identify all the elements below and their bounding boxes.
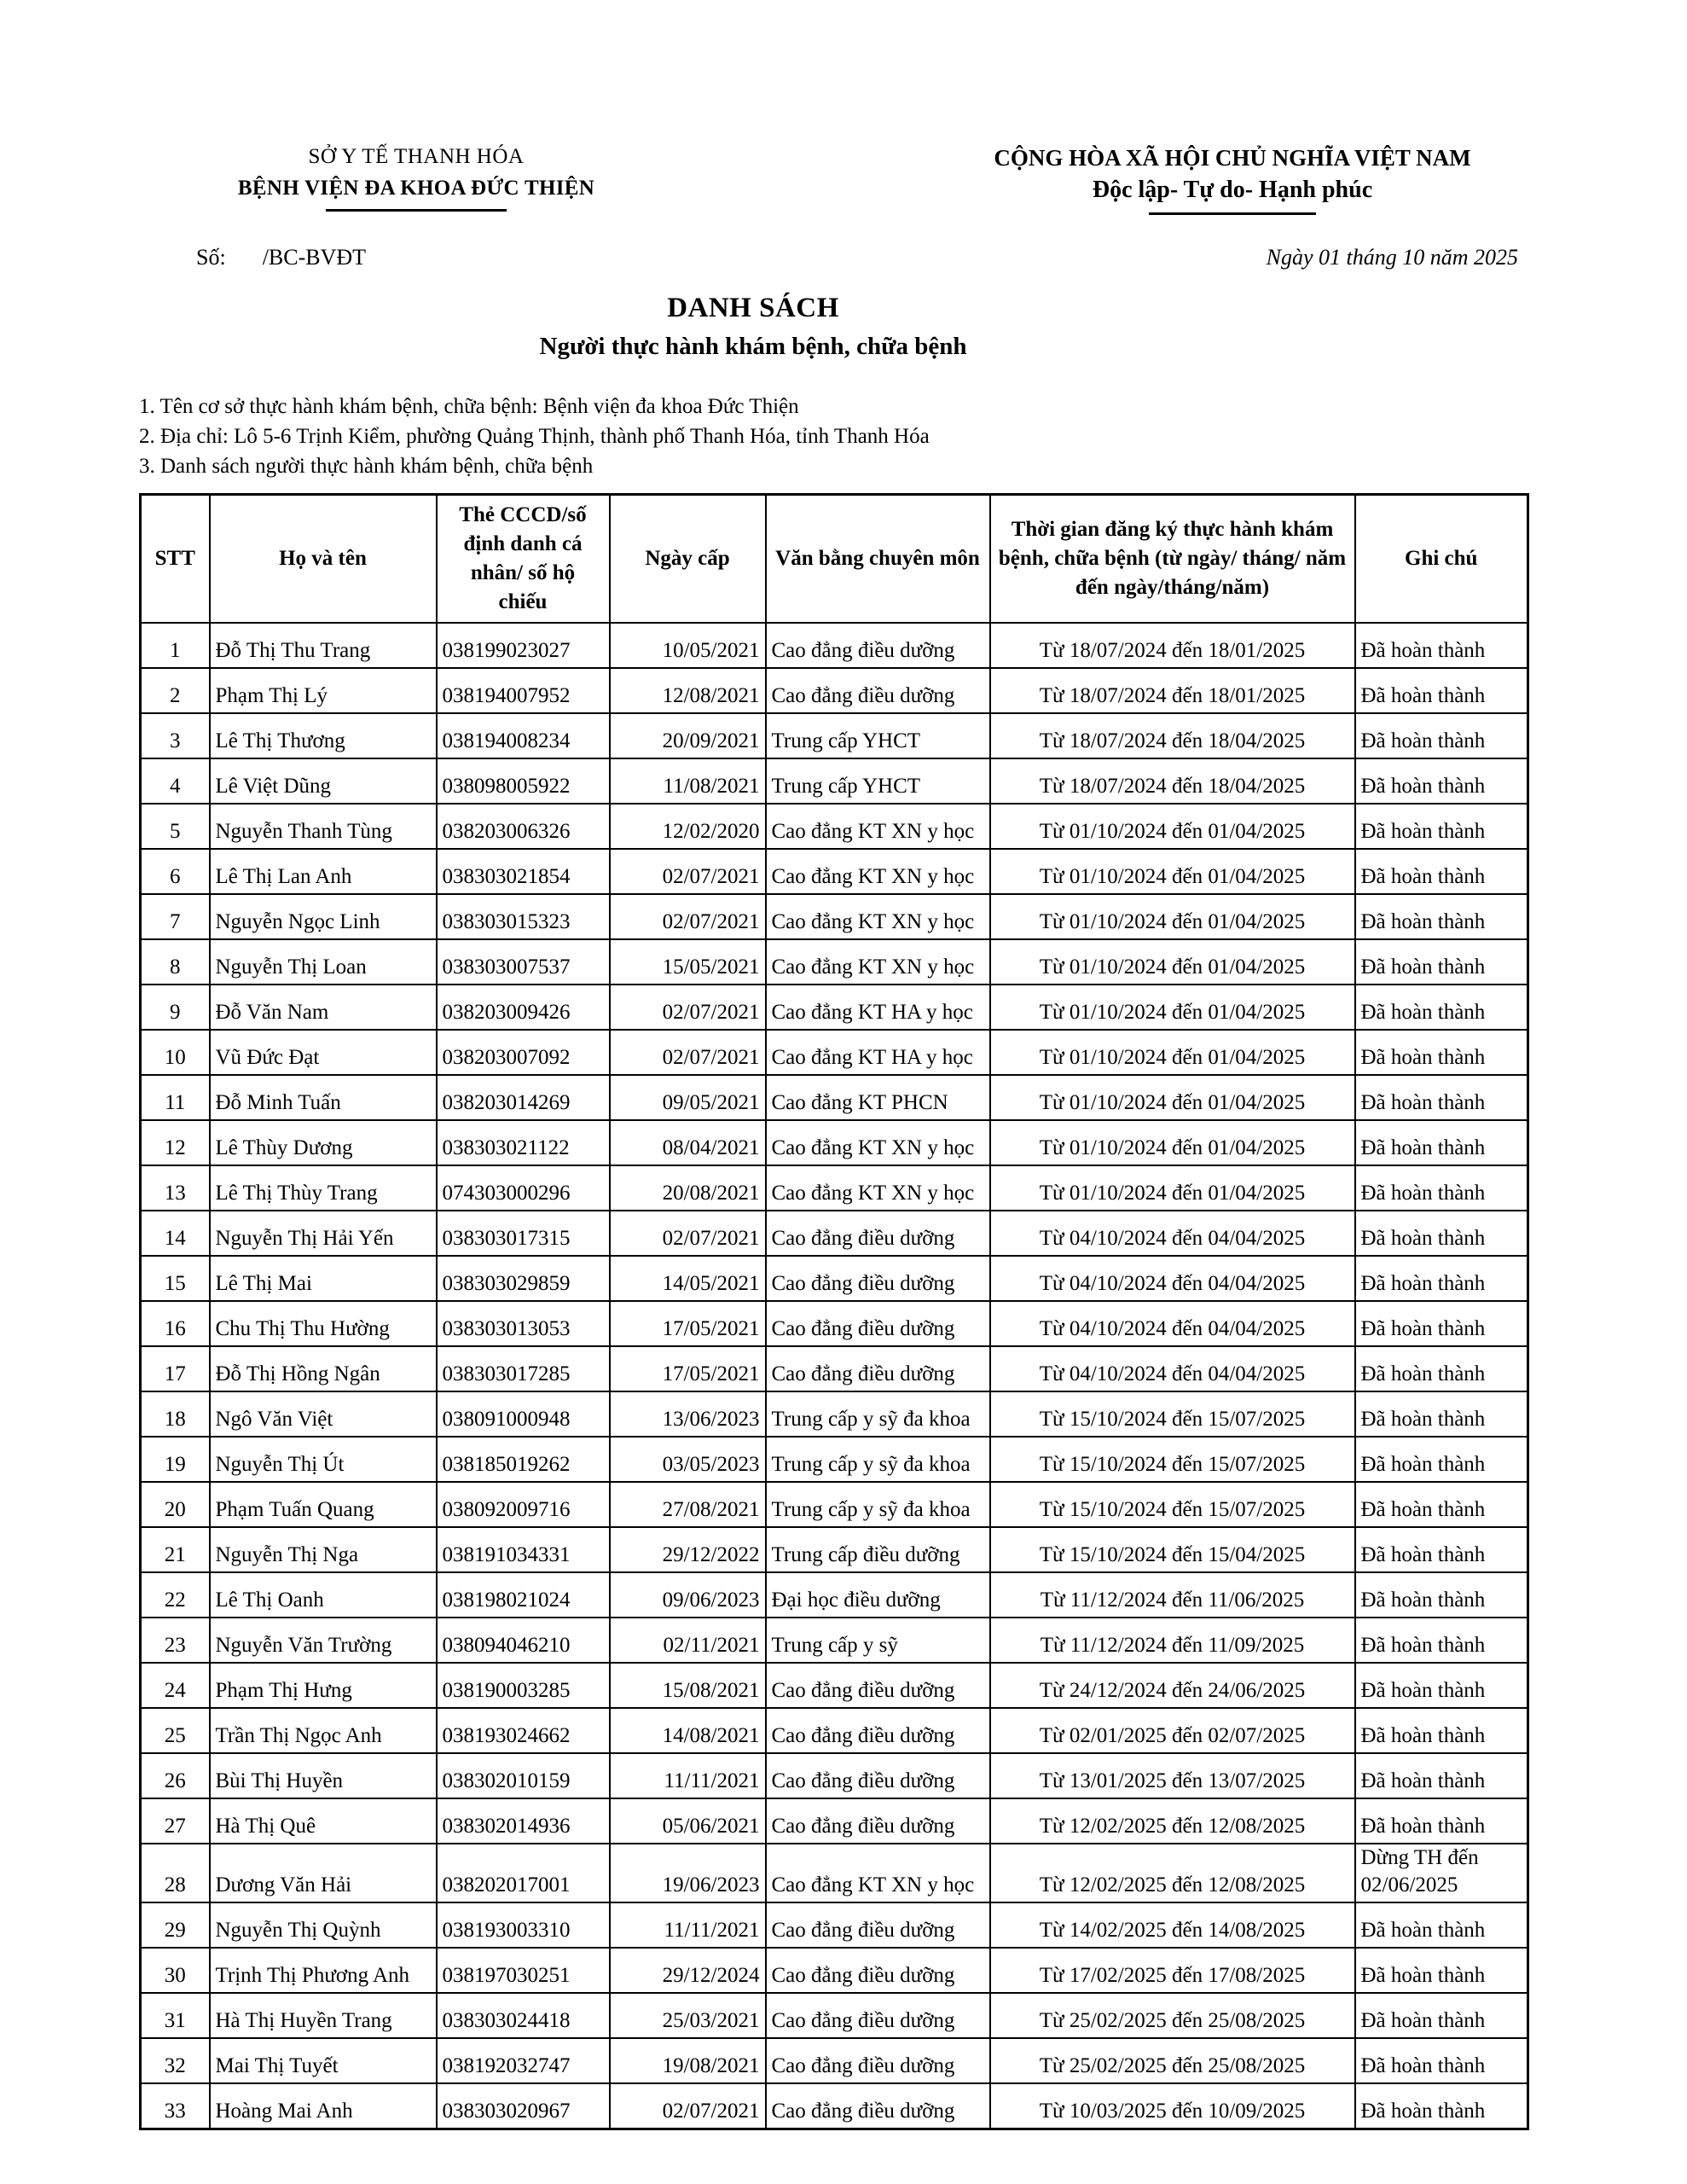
- cell-stt: 14: [141, 1211, 210, 1256]
- cell-degree: Cao đẳng KT HA y học: [766, 1030, 990, 1075]
- cell-note: Đã hoàn thành: [1355, 804, 1528, 849]
- cell-cccd: 038193024662: [437, 1708, 610, 1753]
- cell-stt: 5: [141, 804, 210, 849]
- cell-cccd: 038199023027: [437, 623, 610, 668]
- cell-degree: Đại học điều dưỡng: [766, 1572, 990, 1618]
- cell-name: Hà Thị Huyền Trang: [210, 1993, 437, 2038]
- cell-degree: Cao đẳng điều dưỡng: [766, 1948, 990, 1993]
- cell-issue-date: 11/08/2021: [610, 758, 766, 804]
- cell-cccd: 038303017285: [437, 1346, 610, 1391]
- issuer-underline: [326, 209, 507, 212]
- document-number-label: Số:: [196, 245, 226, 270]
- cell-period: Từ 11/12/2024 đến 11/09/2025: [990, 1618, 1355, 1663]
- cell-issue-date: 27/08/2021: [610, 1482, 766, 1527]
- cell-note: Đã hoàn thành: [1355, 2038, 1528, 2083]
- cell-name: Hà Thị Quê: [210, 1798, 437, 1844]
- cell-name: Đỗ Thị Hồng Ngân: [210, 1346, 437, 1391]
- cell-period: Từ 01/10/2024 đến 01/04/2025: [990, 1030, 1355, 1075]
- cell-note: Đã hoàn thành: [1355, 1663, 1528, 1708]
- table-row: [141, 1256, 1528, 1301]
- cell-note: Đã hoàn thành: [1355, 1572, 1528, 1618]
- cell-note: Đã hoàn thành: [1355, 1527, 1528, 1572]
- cell-note: Đã hoàn thành: [1355, 1708, 1528, 1753]
- cell-name: Phạm Tuấn Quang: [210, 1482, 437, 1527]
- page-subtitle: Người thực hành khám bệnh, chữa bệnh: [539, 333, 967, 360]
- table-row: [141, 1075, 1528, 1120]
- cell-name: Chu Thị Thu Hường: [210, 1301, 437, 1346]
- cell-cccd: 038194007952: [437, 668, 610, 713]
- cell-stt: 23: [141, 1618, 210, 1663]
- cell-note: Đã hoàn thành: [1355, 1165, 1528, 1211]
- cell-name: Nguyễn Thị Út: [210, 1437, 437, 1482]
- cell-period: Từ 01/10/2024 đến 01/04/2025: [990, 985, 1355, 1030]
- cell-degree: Trung cấp y sỹ: [766, 1618, 990, 1663]
- title-block: [139, 293, 1367, 361]
- cell-note: Đã hoàn thành: [1355, 1030, 1528, 1075]
- cell-issue-date: 08/04/2021: [610, 1120, 766, 1165]
- cell-name: Trần Thị Ngọc Anh: [210, 1708, 437, 1753]
- table-row: [141, 1708, 1528, 1753]
- table-row: [141, 758, 1528, 804]
- cell-degree: Cao đẳng điều dưỡng: [766, 668, 990, 713]
- cell-cccd: 038094046210: [437, 1618, 610, 1663]
- cell-period: Từ 11/12/2024 đến 11/06/2025: [990, 1572, 1355, 1618]
- cell-issue-date: 29/12/2024: [610, 1948, 766, 1993]
- cell-cccd: 038098005922: [437, 758, 610, 804]
- table-row: [141, 1437, 1528, 1482]
- cell-stt: 21: [141, 1527, 210, 1572]
- table-row: [141, 2083, 1528, 2129]
- cell-degree: Cao đẳng KT PHCN: [766, 1075, 990, 1120]
- cell-cccd: 038302010159: [437, 1753, 610, 1798]
- cell-name: Ngô Văn Việt: [210, 1391, 437, 1437]
- cell-note: Đã hoàn thành: [1355, 1437, 1528, 1482]
- cell-name: Mai Thị Tuyết: [210, 2038, 437, 2083]
- cell-issue-date: 10/05/2021: [610, 623, 766, 668]
- cell-degree: Cao đẳng điều dưỡng: [766, 1902, 990, 1948]
- cell-issue-date: 17/05/2021: [610, 1346, 766, 1391]
- cell-cccd: 038203014269: [437, 1075, 610, 1120]
- table-row: [141, 2038, 1528, 2083]
- cell-issue-date: 15/08/2021: [610, 1663, 766, 1708]
- cell-issue-date: 02/07/2021: [610, 1211, 766, 1256]
- cell-issue-date: 19/06/2023: [610, 1844, 766, 1902]
- table-row: [141, 1948, 1528, 1993]
- cell-degree: Cao đẳng điều dưỡng: [766, 1798, 990, 1844]
- cell-issue-date: 02/07/2021: [610, 894, 766, 939]
- cell-name: Phạm Thị Hưng: [210, 1663, 437, 1708]
- document-number-row: [139, 245, 1527, 270]
- cell-issue-date: 05/06/2021: [610, 1798, 766, 1844]
- cell-note: Đã hoàn thành: [1355, 1391, 1528, 1437]
- intro-item-1: 1. Tên cơ sở thực hành khám bệnh, chữa bệnh: Bệnh viện đa khoa Đức Thiện: [139, 395, 799, 418]
- col-header-cccd: Thẻ CCCD/số định danh cá nhân/ số hộ chiếu: [437, 495, 610, 624]
- cell-note: Đã hoàn thành: [1355, 1256, 1528, 1301]
- cell-period: Từ 01/10/2024 đến 01/04/2025: [990, 849, 1355, 894]
- cell-period: Từ 04/10/2024 đến 04/04/2025: [990, 1256, 1355, 1301]
- cell-cccd: 038303029859: [437, 1256, 610, 1301]
- table-row: [141, 1798, 1528, 1844]
- col-header-note: Ghi chú: [1355, 495, 1528, 624]
- table-row: [141, 1572, 1528, 1618]
- cell-cccd: 038303020967: [437, 2083, 610, 2129]
- cell-degree: Cao đẳng điều dưỡng: [766, 2083, 990, 2129]
- cell-note: Đã hoàn thành: [1355, 849, 1528, 894]
- practitioners-table: [139, 493, 1529, 2130]
- col-header-degree: Văn bằng chuyên môn: [766, 495, 990, 624]
- cell-cccd: 038203009426: [437, 985, 610, 1030]
- cell-cccd: 038197030251: [437, 1948, 610, 1993]
- cell-issue-date: 29/12/2022: [610, 1527, 766, 1572]
- cell-period: Từ 15/10/2024 đến 15/07/2025: [990, 1437, 1355, 1482]
- cell-cccd: 038185019262: [437, 1437, 610, 1482]
- cell-degree: Cao đẳng điều dưỡng: [766, 623, 990, 668]
- cell-issue-date: 12/08/2021: [610, 668, 766, 713]
- cell-note: Đã hoàn thành: [1355, 623, 1528, 668]
- cell-note: Đã hoàn thành: [1355, 894, 1528, 939]
- cell-degree: Trung cấp y sỹ đa khoa: [766, 1482, 990, 1527]
- cell-note: Đã hoàn thành: [1355, 1902, 1528, 1948]
- col-header-stt: STT: [141, 495, 210, 624]
- table-row: [141, 1902, 1528, 1948]
- cell-stt: 27: [141, 1798, 210, 1844]
- cell-name: Nguyễn Thị Loan: [210, 939, 437, 985]
- cell-stt: 10: [141, 1030, 210, 1075]
- cell-degree: Cao đẳng KT XN y học: [766, 1120, 990, 1165]
- cell-degree: Cao đẳng KT XN y học: [766, 849, 990, 894]
- cell-cccd: 038303013053: [437, 1301, 610, 1346]
- cell-note: Đã hoàn thành: [1355, 1301, 1528, 1346]
- cell-period: Từ 14/02/2025 đến 14/08/2025: [990, 1902, 1355, 1948]
- table-row: [141, 1844, 1528, 1902]
- cell-issue-date: 14/05/2021: [610, 1256, 766, 1301]
- table-row: [141, 1165, 1528, 1211]
- cell-degree: Trung cấp YHCT: [766, 713, 990, 758]
- cell-stt: 15: [141, 1256, 210, 1301]
- cell-name: Lê Thị Thương: [210, 713, 437, 758]
- table-row: [141, 894, 1528, 939]
- cell-period: Từ 17/02/2025 đến 17/08/2025: [990, 1948, 1355, 1993]
- cell-cccd: 038191034331: [437, 1527, 610, 1572]
- cell-degree: Cao đẳng KT XN y học: [766, 1844, 990, 1902]
- cell-name: Lê Thị Oanh: [210, 1572, 437, 1618]
- cell-name: Nguyễn Thị Hải Yến: [210, 1211, 437, 1256]
- cell-note: Đã hoàn thành: [1355, 1618, 1528, 1663]
- national-title: CỘNG HÒA XÃ HỘI CHỦ NGHĨA VIỆT NAM: [994, 145, 1471, 171]
- cell-issue-date: 15/05/2021: [610, 939, 766, 985]
- cell-cccd: 038091000948: [437, 1391, 610, 1437]
- table-row: [141, 985, 1528, 1030]
- cell-degree: Cao đẳng điều dưỡng: [766, 2038, 990, 2083]
- cell-stt: 11: [141, 1075, 210, 1120]
- table-row: [141, 1618, 1528, 1663]
- cell-period: Từ 12/02/2025 đến 12/08/2025: [990, 1844, 1355, 1902]
- cell-stt: 22: [141, 1572, 210, 1618]
- cell-issue-date: 02/07/2021: [610, 985, 766, 1030]
- national-header: [139, 145, 1527, 219]
- cell-period: Từ 04/10/2024 đến 04/04/2025: [990, 1301, 1355, 1346]
- cell-period: Từ 13/01/2025 đến 13/07/2025: [990, 1753, 1355, 1798]
- cell-period: Từ 12/02/2025 đến 12/08/2025: [990, 1798, 1355, 1844]
- table-row: [141, 1527, 1528, 1572]
- cell-name: Vũ Đức Đạt: [210, 1030, 437, 1075]
- cell-period: Từ 01/10/2024 đến 01/04/2025: [990, 939, 1355, 985]
- cell-period: Từ 01/10/2024 đến 01/04/2025: [990, 1075, 1355, 1120]
- cell-note: Đã hoàn thành: [1355, 1798, 1528, 1844]
- cell-period: Từ 01/10/2024 đến 01/04/2025: [990, 804, 1355, 849]
- col-header-name: Họ và tên: [210, 495, 437, 624]
- cell-period: Từ 04/10/2024 đến 04/04/2025: [990, 1211, 1355, 1256]
- cell-name: Lê Thị Thùy Trang: [210, 1165, 437, 1211]
- cell-degree: Trung cấp YHCT: [766, 758, 990, 804]
- cell-stt: 4: [141, 758, 210, 804]
- cell-period: Từ 02/01/2025 đến 02/07/2025: [990, 1708, 1355, 1753]
- cell-period: Từ 18/07/2024 đến 18/01/2025: [990, 668, 1355, 713]
- cell-stt: 8: [141, 939, 210, 985]
- cell-period: Từ 15/10/2024 đến 15/07/2025: [990, 1482, 1355, 1527]
- cell-stt: 9: [141, 985, 210, 1030]
- table-row: [141, 713, 1528, 758]
- cell-stt: 20: [141, 1482, 210, 1527]
- cell-cccd: 038192032747: [437, 2038, 610, 2083]
- cell-stt: 30: [141, 1948, 210, 1993]
- cell-name: Nguyễn Văn Trường: [210, 1618, 437, 1663]
- cell-stt: 19: [141, 1437, 210, 1482]
- cell-stt: 33: [141, 2083, 210, 2129]
- cell-note: Đã hoàn thành: [1355, 713, 1528, 758]
- cell-issue-date: 09/06/2023: [610, 1572, 766, 1618]
- cell-stt: 25: [141, 1708, 210, 1753]
- cell-degree: Cao đẳng điều dưỡng: [766, 1663, 990, 1708]
- cell-stt: 32: [141, 2038, 210, 2083]
- cell-issue-date: 02/07/2021: [610, 2083, 766, 2129]
- document-number-value: /BC-BVĐT: [262, 245, 367, 270]
- national-motto: Độc lập- Tự do- Hạnh phúc: [1092, 177, 1373, 203]
- cell-note: Đã hoàn thành: [1355, 1075, 1528, 1120]
- cell-degree: Trung cấp y sỹ đa khoa: [766, 1391, 990, 1437]
- cell-issue-date: 20/08/2021: [610, 1165, 766, 1211]
- col-header-issue-date: Ngày cấp: [610, 495, 766, 624]
- cell-name: Nguyễn Ngọc Linh: [210, 894, 437, 939]
- cell-period: Từ 10/03/2025 đến 10/09/2025: [990, 2083, 1355, 2129]
- cell-name: Bùi Thị Huyền: [210, 1753, 437, 1798]
- cell-issue-date: 20/09/2021: [610, 713, 766, 758]
- cell-issue-date: 02/07/2021: [610, 849, 766, 894]
- cell-period: Từ 01/10/2024 đến 01/04/2025: [990, 894, 1355, 939]
- table-row: [141, 1030, 1528, 1075]
- cell-name: Đỗ Minh Tuấn: [210, 1075, 437, 1120]
- table-row: [141, 1482, 1528, 1527]
- cell-cccd: 038303024418: [437, 1993, 610, 2038]
- cell-stt: 26: [141, 1753, 210, 1798]
- table-row: [141, 849, 1528, 894]
- motto-underline: [1149, 212, 1316, 215]
- cell-period: Từ 25/02/2025 đến 25/08/2025: [990, 2038, 1355, 2083]
- cell-period: Từ 18/07/2024 đến 18/01/2025: [990, 623, 1355, 668]
- intro-item-2: 2. Địa chỉ: Lô 5-6 Trịnh Kiểm, phường Quảng Thịnh, thành phố Thanh Hóa, tỉnh Thanh Hóa: [139, 425, 930, 448]
- cell-degree: Cao đẳng KT HA y học: [766, 985, 990, 1030]
- cell-issue-date: 11/11/2021: [610, 1902, 766, 1948]
- cell-period: Từ 25/02/2025 đến 25/08/2025: [990, 1993, 1355, 2038]
- cell-note: Đã hoàn thành: [1355, 1948, 1528, 1993]
- table-row: [141, 939, 1528, 985]
- cell-name: Phạm Thị Lý: [210, 668, 437, 713]
- cell-name: Nguyễn Thanh Tùng: [210, 804, 437, 849]
- cell-period: Từ 15/10/2024 đến 15/07/2025: [990, 1391, 1355, 1437]
- cell-stt: 17: [141, 1346, 210, 1391]
- cell-issue-date: 14/08/2021: [610, 1708, 766, 1753]
- cell-note: Đã hoàn thành: [1355, 1482, 1528, 1527]
- cell-cccd: 038303017315: [437, 1211, 610, 1256]
- table-row: [141, 1663, 1528, 1708]
- cell-issue-date: 25/03/2021: [610, 1993, 766, 2038]
- cell-degree: Cao đẳng KT XN y học: [766, 939, 990, 985]
- cell-degree: Cao đẳng điều dưỡng: [766, 1256, 990, 1301]
- cell-cccd: 038193003310: [437, 1902, 610, 1948]
- cell-cccd: 038303007537: [437, 939, 610, 985]
- cell-issue-date: 09/05/2021: [610, 1075, 766, 1120]
- cell-cccd: 074303000296: [437, 1165, 610, 1211]
- cell-degree: Cao đẳng điều dưỡng: [766, 1753, 990, 1798]
- table-row: [141, 1391, 1528, 1437]
- cell-stt: 13: [141, 1165, 210, 1211]
- cell-issue-date: 17/05/2021: [610, 1301, 766, 1346]
- cell-stt: 31: [141, 1993, 210, 2038]
- cell-degree: Cao đẳng điều dưỡng: [766, 1346, 990, 1391]
- cell-name: Lê Thị Mai: [210, 1256, 437, 1301]
- cell-stt: 18: [141, 1391, 210, 1437]
- cell-note: Đã hoàn thành: [1355, 985, 1528, 1030]
- cell-stt: 1: [141, 623, 210, 668]
- cell-name: Trịnh Thị Phương Anh: [210, 1948, 437, 1993]
- cell-name: Đỗ Thị Thu Trang: [210, 623, 437, 668]
- cell-name: Lê Thị Lan Anh: [210, 849, 437, 894]
- cell-period: Từ 01/10/2024 đến 01/04/2025: [990, 1120, 1355, 1165]
- cell-note: Đã hoàn thành: [1355, 939, 1528, 985]
- cell-period: Từ 18/07/2024 đến 18/04/2025: [990, 758, 1355, 804]
- table-row: [141, 1993, 1528, 2038]
- cell-issue-date: 11/11/2021: [610, 1753, 766, 1798]
- cell-note: Đã hoàn thành: [1355, 2083, 1528, 2129]
- cell-note: Đã hoàn thành: [1355, 668, 1528, 713]
- cell-degree: Cao đẳng điều dưỡng: [766, 1993, 990, 2038]
- table-row: [141, 668, 1528, 713]
- table-row: [141, 1346, 1528, 1391]
- cell-cccd: 038302014936: [437, 1798, 610, 1844]
- cell-issue-date: 02/07/2021: [610, 1030, 766, 1075]
- cell-note: Đã hoàn thành: [1355, 1211, 1528, 1256]
- cell-cccd: 038303021854: [437, 849, 610, 894]
- table-row: [141, 1120, 1528, 1165]
- cell-issue-date: 02/11/2021: [610, 1618, 766, 1663]
- cell-degree: Cao đẳng KT XN y học: [766, 1165, 990, 1211]
- table-row: [141, 1753, 1528, 1798]
- cell-note: Đã hoàn thành: [1355, 1120, 1528, 1165]
- issuer-department: SỞ Y TẾ THANH HÓA: [308, 145, 525, 168]
- issuer-hospital: BỆNH VIỆN ĐA KHOA ĐỨC THIỆN: [237, 177, 595, 200]
- cell-note: Dừng TH đến 02/06/2025: [1355, 1844, 1528, 1902]
- cell-cccd: 038092009716: [437, 1482, 610, 1527]
- intro-item-3: 3. Danh sách người thực hành khám bệnh, chữa bệnh: [139, 455, 594, 478]
- table-header-row: [141, 495, 1528, 624]
- cell-cccd: 038194008234: [437, 713, 610, 758]
- cell-cccd: 038203007092: [437, 1030, 610, 1075]
- table-row: [141, 1211, 1528, 1256]
- cell-degree: Trung cấp điều dưỡng: [766, 1527, 990, 1572]
- cell-cccd: 038303021122: [437, 1120, 610, 1165]
- cell-stt: 24: [141, 1663, 210, 1708]
- cell-cccd: 038198021024: [437, 1572, 610, 1618]
- table-row: [141, 804, 1528, 849]
- cell-period: Từ 24/12/2024 đến 24/06/2025: [990, 1663, 1355, 1708]
- cell-note: Đã hoàn thành: [1355, 1346, 1528, 1391]
- cell-note: Đã hoàn thành: [1355, 1753, 1528, 1798]
- cell-name: Dương Văn Hải: [210, 1844, 437, 1902]
- col-header-period: Thời gian đăng ký thực hành khám bệnh, chữa bệnh (từ ngày/ tháng/ năm đến ngày/tháng/năm): [990, 495, 1355, 624]
- cell-issue-date: 03/05/2023: [610, 1437, 766, 1482]
- cell-degree: Cao đẳng điều dưỡng: [766, 1708, 990, 1753]
- document-date: Ngày 01 tháng 10 năm 2025: [1266, 245, 1518, 270]
- cell-stt: 3: [141, 713, 210, 758]
- cell-degree: Cao đẳng KT XN y học: [766, 894, 990, 939]
- cell-name: Nguyễn Thị Quỳnh: [210, 1902, 437, 1948]
- cell-note: Đã hoàn thành: [1355, 758, 1528, 804]
- cell-stt: 28: [141, 1844, 210, 1902]
- cell-issue-date: 12/02/2020: [610, 804, 766, 849]
- cell-cccd: 038303015323: [437, 894, 610, 939]
- cell-degree: Cao đẳng điều dưỡng: [766, 1301, 990, 1346]
- cell-name: Lê Thùy Dương: [210, 1120, 437, 1165]
- cell-stt: 16: [141, 1301, 210, 1346]
- table-row: [141, 1301, 1528, 1346]
- cell-cccd: 038202017001: [437, 1844, 610, 1902]
- cell-cccd: 038203006326: [437, 804, 610, 849]
- cell-period: Từ 01/10/2024 đến 01/04/2025: [990, 1165, 1355, 1211]
- cell-name: Nguyễn Thị Nga: [210, 1527, 437, 1572]
- national-motto-block: [955, 145, 1510, 219]
- cell-period: Từ 04/10/2024 đến 04/04/2025: [990, 1346, 1355, 1391]
- cell-note: Đã hoàn thành: [1355, 1993, 1528, 2038]
- cell-degree: Trung cấp y sỹ đa khoa: [766, 1437, 990, 1482]
- cell-issue-date: 13/06/2023: [610, 1391, 766, 1437]
- cell-stt: 2: [141, 668, 210, 713]
- cell-cccd: 038190003285: [437, 1663, 610, 1708]
- cell-name: Lê Việt Dũng: [210, 758, 437, 804]
- intro-list: [139, 392, 1527, 481]
- cell-issue-date: 19/08/2021: [610, 2038, 766, 2083]
- cell-name: Hoàng Mai Anh: [210, 2083, 437, 2129]
- table-row: [141, 623, 1528, 668]
- cell-name: Đỗ Văn Nam: [210, 985, 437, 1030]
- cell-stt: 29: [141, 1902, 210, 1948]
- cell-degree: Cao đẳng điều dưỡng: [766, 1211, 990, 1256]
- issuer-block: [165, 145, 668, 216]
- document-number: [196, 245, 366, 270]
- cell-period: Từ 15/10/2024 đến 15/04/2025: [990, 1527, 1355, 1572]
- cell-period: Từ 18/07/2024 đến 18/04/2025: [990, 713, 1355, 758]
- page-title: DANH SÁCH: [667, 293, 839, 323]
- cell-stt: 12: [141, 1120, 210, 1165]
- cell-degree: Cao đẳng KT XN y học: [766, 804, 990, 849]
- cell-stt: 6: [141, 849, 210, 894]
- cell-stt: 7: [141, 894, 210, 939]
